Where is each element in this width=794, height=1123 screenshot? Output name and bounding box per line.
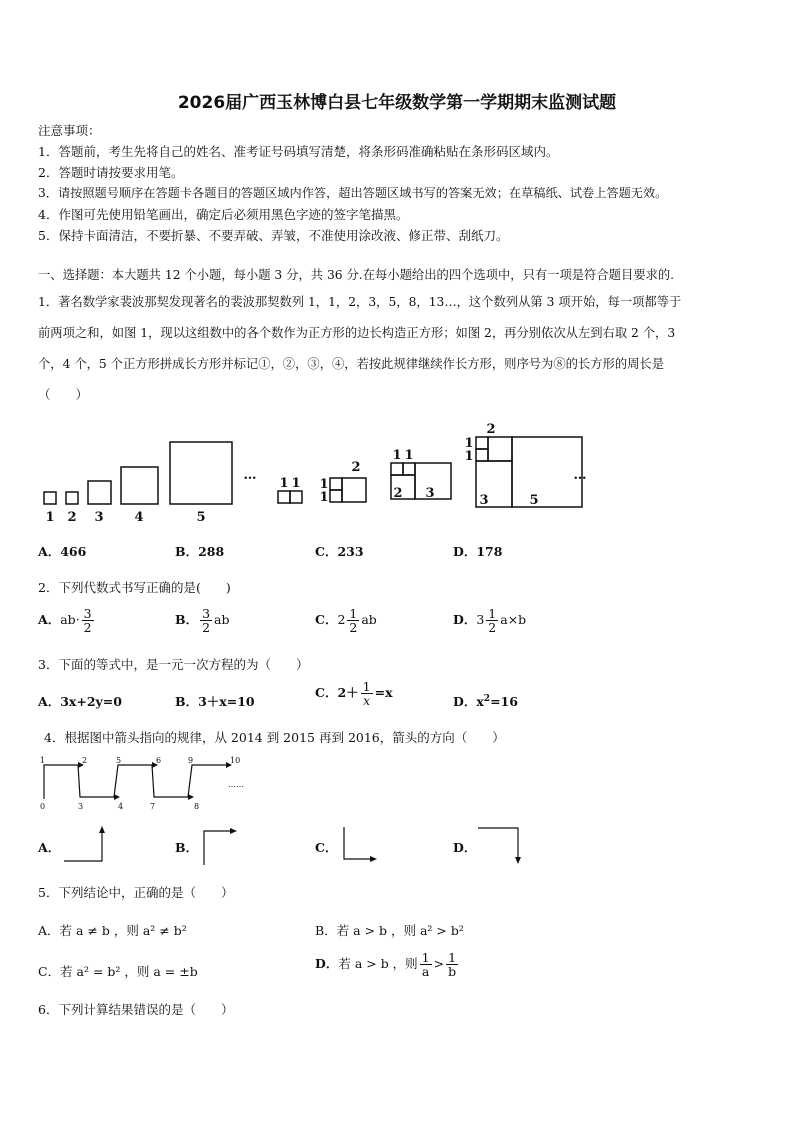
arrow-label: 0 [40, 802, 46, 811]
arrow-pattern-figure [36, 755, 256, 815]
arrow-option-d-icon [476, 822, 526, 868]
option-a[interactable]: A．ab· $\frac{3}{2}$ [38, 606, 92, 636]
option-a[interactable]: A． [38, 840, 61, 855]
arrow-label: 3 [78, 802, 84, 811]
option-b[interactable]: B． [175, 840, 199, 855]
option-a[interactable]: A．466 [38, 544, 87, 559]
notice-item: 1．答题前，考生先将自己的姓名、准考证号码填写清楚，将条形码准确粘贴在条形码区域内。 [38, 144, 559, 159]
fig2-label: 2 [351, 460, 361, 475]
ellipsis: … [573, 468, 587, 483]
option-c[interactable]: C．233 [315, 544, 364, 559]
fig2-label: 2 [393, 486, 403, 501]
arrow-label: 6 [156, 756, 162, 765]
question-text: 1．著名数学家裴波那契发现著名的裴波那契数列 1，1，2，3，5，8，13…，这个数列从第 3 项开始，每一项都等于 [38, 295, 682, 309]
fig2-label: 1 [319, 477, 329, 492]
option-c[interactable]: C．若 a² = b² ，则 a = ±b [38, 964, 198, 979]
fig1-label: 2 [67, 510, 77, 525]
option-d[interactable]: D． [453, 840, 477, 855]
arrow-label: 4 [118, 802, 124, 811]
question-text: 前两项之和，如图 1，现以这组数中的各个数作为正方形的边长构造正方形；如图 2，再分别依次从左到右取 2 个，3 [38, 326, 676, 340]
option-a[interactable]: A．3x+2y=0 [38, 694, 122, 709]
arrow-label: 1 [40, 756, 46, 765]
fibonacci-squares-figure [36, 415, 596, 525]
fig2-label: 1 [464, 436, 474, 451]
fig2-label: 1 [464, 449, 474, 464]
fig1-label: 4 [134, 510, 144, 525]
option-b[interactable]: B．若 a > b ，则 a² > b² [315, 923, 464, 938]
page-title: 2026届广西玉林博白县七年级数学第一学期期末监测试题 [177, 93, 617, 113]
fig2-label: 3 [425, 486, 435, 501]
question-text: 6．下列计算结果错误的是（ ） [38, 1002, 234, 1017]
option-c[interactable]: C．2＋ $\frac{1}{x}$ =x [315, 679, 393, 709]
arrow-label: 5 [116, 756, 122, 765]
notice-item: 5．保持卡面清洁，不要折暴、不要弄破、弄皱，不准使用涂改液、修正带、刮纸刀。 [38, 228, 509, 243]
question-text: 2．下列代数式书写正确的是( ) [38, 580, 231, 595]
option-d[interactable]: D．若 a > b ，则 $\frac{1}{a}$ > $\frac{1}{b}$ [315, 950, 457, 980]
option-c[interactable]: C．2 $\frac{1}{2}$ ab [315, 606, 377, 636]
option-d[interactable]: D．178 [453, 544, 503, 559]
fig2-label: 3 [479, 493, 489, 508]
arrow-label: 9 [188, 756, 194, 765]
fig2-label: 1 [319, 490, 329, 505]
option-b[interactable]: B．3＋x=10 [175, 694, 255, 709]
option-a[interactable]: A．若 a ≠ b ，则 a² ≠ b² [38, 923, 187, 938]
notice-item: 3．请按照题号顺序在答题卡各题目的答题区域内作答，超出答题区域书写的答案无效；在草稿纸、试卷上答题无效。 [38, 186, 668, 200]
fig1-label: 3 [94, 510, 104, 525]
dots: …… [228, 780, 244, 789]
fig2-label: 2 [486, 422, 496, 437]
arrow-label: 2 [82, 756, 88, 765]
fig2-label: 5 [529, 493, 539, 508]
notice-item: 2．答题时请按要求用笔。 [38, 165, 184, 180]
arrow-option-a-icon [62, 825, 112, 867]
fig2-label: 1 [291, 476, 301, 491]
question-text: 5．下列结论中，正确的是（ ） [38, 885, 234, 900]
fig1-label: 5 [196, 510, 206, 525]
fig2-label: 1 [392, 448, 402, 463]
arrow-option-c-icon [338, 825, 388, 867]
option-c[interactable]: C． [315, 840, 338, 855]
option-d[interactable]: D．3 $\frac{1}{2}$ a×b [453, 606, 527, 636]
arrow-label: 7 [150, 802, 156, 811]
fig1-label: 1 [45, 510, 55, 525]
ellipsis: … [243, 468, 257, 483]
notice-item: 4．作图可先使用铅笔画出，确定后必须用黑色字迹的签字笔描黑。 [38, 207, 409, 222]
arrow-label: 8 [194, 802, 200, 811]
option-b[interactable]: B． $\frac{3}{2}$ ab [175, 606, 230, 636]
arrow-label: 10 [230, 756, 241, 765]
question-text: 4．根据图中箭头指向的规律，从 2014 到 2015 再到 2016，箭头的方向（ ） [44, 730, 505, 745]
question-text: 个，4 个，5 个正方形拼成长方形并标记①，②，③，④，若按此规律继续作长方形，则序号为⑧的长方形的周长是 [38, 357, 665, 371]
question-text: （ ） [38, 387, 89, 402]
option-b[interactable]: B．288 [175, 544, 225, 559]
option-d[interactable]: D．$x^2=16$ [453, 693, 518, 709]
fig2-label: 1 [279, 476, 289, 491]
notice-heading: 注意事项： [38, 123, 101, 138]
question-text: 3．下面的等式中，是一元一次方程的为（ ） [38, 657, 309, 672]
arrow-option-b-icon [198, 825, 248, 867]
fig2-label: 1 [404, 448, 414, 463]
section-heading: 一、选择题：本大题共 12 个小题，每小题 3 分，共 36 分.在每小题给出的四个选项中，只有一项是符合题目要求的. [38, 268, 675, 282]
